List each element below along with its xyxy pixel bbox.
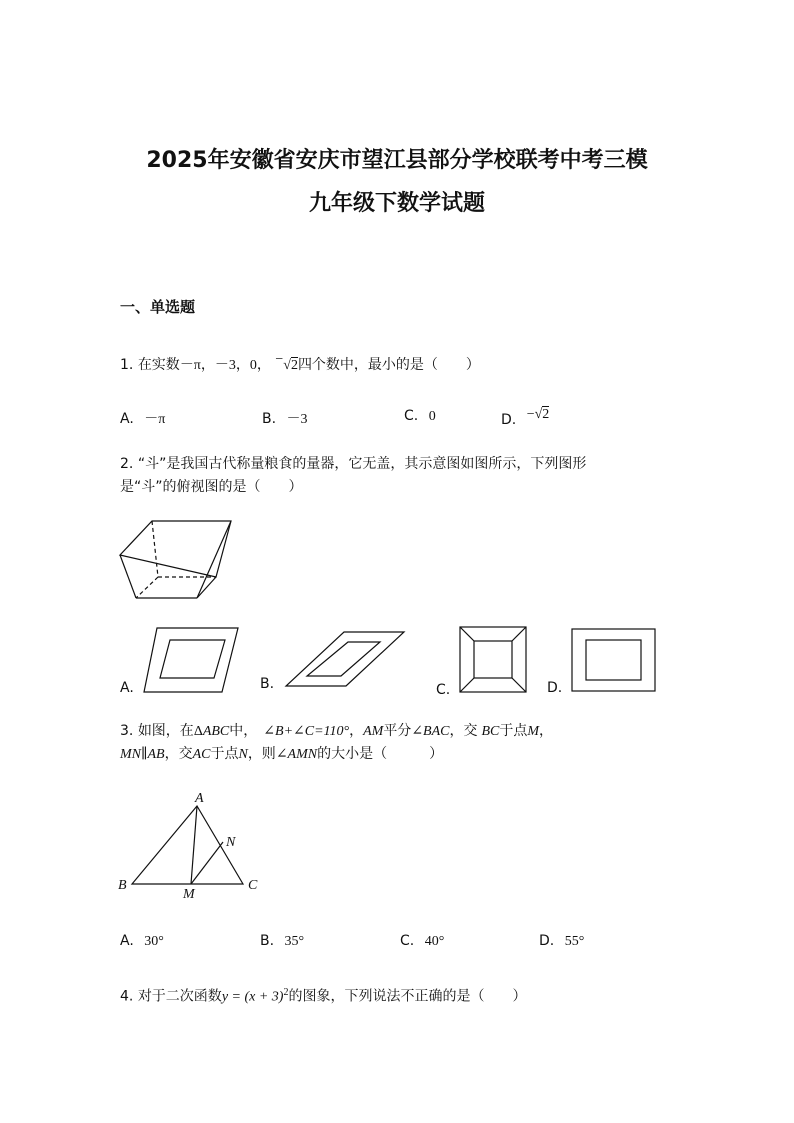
delta-symbol: Δ (193, 724, 203, 739)
option-c[interactable] (400, 933, 444, 950)
option-label: D. (539, 933, 555, 949)
question-2-line2: 是“斗”的俯视图的是（ ） (120, 479, 303, 495)
sqrt-radicand: 2 (290, 358, 298, 373)
option-value: 40° (424, 934, 445, 949)
label-m: M (183, 887, 195, 902)
label-c: C (248, 878, 258, 893)
segment-mn (191, 842, 223, 884)
math-var: AM (363, 724, 384, 739)
option-label: B. (260, 933, 275, 949)
question-text: 对于二次函数 (137, 988, 222, 1005)
text: 中， (229, 723, 258, 739)
math-formula: y = (x + 3) (221, 989, 284, 1005)
option-label: C. (400, 933, 415, 949)
option-label: A. (120, 933, 134, 949)
option-value: －π (144, 412, 166, 427)
sqrt-symbol: √ (534, 407, 543, 422)
text: 的大小是（ ） (317, 746, 444, 762)
question-text: “斗”是我国古代称量粮食的量器，它无盖，其示意图如图所示，下列图形 (137, 456, 587, 472)
text: ，则 (247, 746, 276, 762)
label-b: B (118, 878, 127, 893)
text: 于点 (499, 723, 528, 739)
math-expr: ∠B+∠C=110° (263, 724, 350, 739)
question-math: －π，－3，0， (179, 358, 271, 373)
math-var: M (527, 724, 540, 739)
option-a-label[interactable]: A. (120, 680, 134, 696)
question-4 (120, 982, 526, 1009)
option-label: D. (501, 412, 517, 428)
question-number: 4. (120, 988, 134, 1005)
minus-sign: − (526, 407, 535, 422)
option-label: C. (404, 408, 419, 424)
option-value: 0 (428, 409, 436, 424)
sqrt-symbol: √ (283, 358, 291, 373)
question-number: 1. (120, 357, 134, 373)
page-subtitle: 九年级下数学试题 (308, 191, 485, 216)
math-var: AC (192, 747, 211, 762)
math-var: ABC (202, 724, 230, 739)
option-value: 55° (564, 934, 585, 949)
option-label: B. (262, 411, 277, 427)
segment-am (191, 806, 197, 884)
option-c-label[interactable]: C. (436, 682, 451, 698)
question-text-end: 四个数中，最小的是（ ） (297, 357, 480, 373)
math-exponent: 2 (283, 987, 289, 998)
option-b-label[interactable]: B. (260, 676, 275, 692)
label-n: N (226, 835, 236, 850)
option-value: －3 (286, 412, 308, 427)
option-d-label[interactable]: D. (547, 680, 563, 696)
question-number: 3. (120, 723, 134, 739)
question-text: 在实数 (137, 357, 180, 373)
text: 平分 (383, 723, 412, 739)
option-value: 30° (144, 934, 164, 949)
math-expr: ∠AMN (275, 747, 318, 762)
text: ， (539, 723, 554, 739)
option-label: A. (120, 411, 134, 427)
option-d[interactable] (539, 933, 584, 950)
option-value: 35° (284, 934, 305, 949)
math-expr: ∠BAC (411, 724, 450, 739)
question-text-end: 的图象，下列说法不正确的是（ ） (288, 988, 527, 1005)
question-number: 2. (120, 456, 134, 472)
math-var: BC (481, 724, 500, 739)
text: ，交 (164, 746, 193, 762)
text: 如图，在 (137, 723, 194, 739)
option-a[interactable] (120, 933, 164, 950)
section-heading: 一、单选题 (120, 298, 196, 316)
text: ， (349, 723, 364, 739)
sqrt-radicand: 2 (542, 407, 550, 422)
math-var: N (238, 747, 248, 762)
label-a: A (195, 791, 204, 806)
minus-sign: − (275, 352, 284, 367)
math-expr: MN∥AB (120, 747, 165, 762)
text: ，交 (449, 723, 478, 739)
option-b[interactable] (260, 933, 304, 950)
text: 于点 (210, 746, 239, 762)
page-title: 2025年安徽省安庆市望江县部分学校联考中考三模 (146, 148, 648, 173)
